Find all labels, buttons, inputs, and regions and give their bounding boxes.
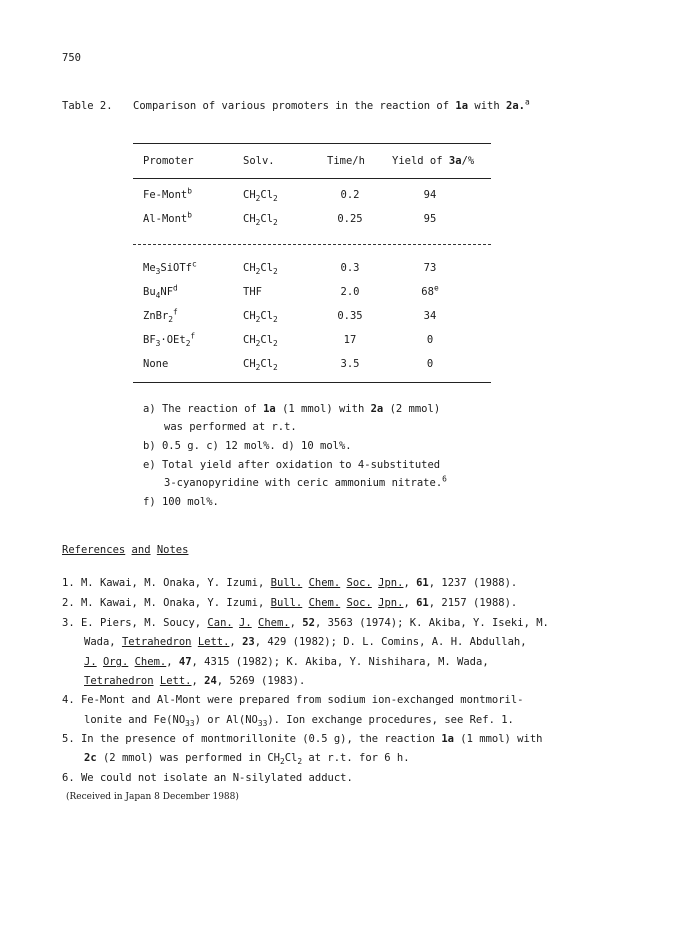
table-row-promoter: Al-Mont$^b$ — [143, 210, 192, 225]
reference-4-line-2: lonite and $Fe(NO_{33})$ or $Al(NO_{33})$. Ion exchange procedures, see Ref. 1. — [84, 714, 514, 729]
table-row-solvent: THF — [243, 286, 262, 298]
table-row-solvent: $CH_2Cl_2$ — [243, 262, 278, 277]
table-row-yield: 0 — [426, 334, 434, 346]
footnote-e: e) Total yield after oxidation to 4-substituted — [143, 459, 441, 471]
table-row-solvent: $CH_2Cl_2$ — [243, 358, 278, 373]
table-row-promoter: Fe-Mont$^b$ — [143, 186, 192, 201]
reference-3-line-4: Tetrahedron Lett., 24, 5269 (1983). — [84, 675, 306, 687]
reference-3-line-3: J. Org. Chem., 47, 4315 (1982); K. Akiba, Y. Nishihara, M. Wada, — [84, 656, 489, 668]
table-top-rule — [133, 143, 491, 144]
table-row-yield: 68e — [421, 283, 439, 298]
table-row-promoter: None — [143, 358, 169, 370]
table-row-time: 0.25 — [337, 213, 363, 225]
table-row-promoter: ZnBr$_2^f$ — [143, 307, 178, 325]
table-row-solvent: $CH_2Cl_2$ — [243, 213, 278, 228]
table-row-time: 0.35 — [337, 310, 363, 322]
table-row-promoter: $BF_3\cdot OEt_2^f$ — [143, 331, 196, 349]
header-yield: Yield of 3a/% — [392, 155, 475, 167]
reference-4: 4. Fe-Mont and Al-Mont were prepared from sodium ion-exchanged montmoril- — [62, 694, 524, 706]
header-time: Time/h — [327, 155, 365, 167]
table-row-solvent: $CH_2Cl_2$ — [243, 310, 278, 325]
footnote-e-cont: 3-cyanopyridine with ceric ammonium nitrate.$^6$ — [164, 474, 447, 489]
reference-5-line-2: 2c (2 mmol) was performed in $CH_2Cl_2$ at r.t. for 6 h. — [84, 752, 410, 767]
table-row-time: 0.3 — [340, 262, 360, 274]
table-row-solvent: $CH_2Cl_2$ — [243, 189, 278, 204]
received-date: (Received in Japan 8 December 1988) — [66, 792, 239, 802]
reference-3-line-2: Wada, Tetrahedron Lett., 23, 429 (1982); D. L. Comins, A. H. Abdullah, — [84, 636, 527, 648]
table-dashed-separator — [133, 244, 491, 245]
footnote-a: a) The reaction of 1a (1 mmol) with 2a (2 mmol) — [143, 403, 441, 415]
table-row-time: 0.2 — [340, 189, 360, 201]
header-solvent: Solv. — [243, 155, 275, 167]
reference-3: 3. E. Piers, M. Soucy, Can. J. Chem., 52, 3563 (1974); K. Akiba, Y. Iseki, M. — [62, 617, 549, 629]
reference-6: 6. We could not isolate an N-silylated adduct. — [62, 772, 353, 784]
table-row-time: 17 — [343, 334, 357, 346]
footnote-bcd: b) 0.5 g. c) 12 mol%. d) 10 mol%. — [143, 440, 352, 452]
table-row-yield: 34 — [423, 310, 437, 322]
footnote-a-cont: was performed at r.t. — [164, 421, 297, 433]
footnote-f: f) 100 mol%. — [143, 496, 219, 508]
table-row-yield: 73 — [423, 262, 437, 274]
table-row-time: 2.0 — [340, 286, 360, 298]
table-row-time: 3.5 — [340, 358, 360, 370]
table-row-yield: 95 — [423, 213, 437, 225]
table-row-promoter: $Bu_4NF^d$ — [143, 283, 178, 301]
references-heading: References and Notes — [62, 544, 189, 556]
table-row-solvent: $CH_2Cl_2$ — [243, 334, 278, 349]
page-number: 750 — [62, 52, 81, 64]
table-row-promoter: $Me_3SiOTf^c$ — [143, 259, 197, 277]
header-promoter: Promoter — [143, 155, 194, 167]
table-bottom-rule — [133, 382, 491, 383]
table-caption-label: Table 2. — [62, 100, 113, 112]
reference-2: 2. M. Kawai, M. Onaka, Y. Izumi, Bull. Chem. Soc. Jpn., 61, 2157 (1988). — [62, 597, 518, 609]
table-row-yield: 94 — [423, 189, 437, 201]
table-header-rule — [133, 178, 491, 179]
reference-5: 5. In the presence of montmorillonite (0.5 g), the reaction 1a (1 mmol) with — [62, 733, 543, 745]
table-row-yield: 0 — [426, 358, 434, 370]
table-caption: Comparison of various promoters in the reaction of 1a with 2a.$^a$ — [133, 97, 530, 112]
reference-1: 1. M. Kawai, M. Onaka, Y. Izumi, Bull. Chem. Soc. Jpn., 61, 1237 (1988). — [62, 577, 518, 589]
